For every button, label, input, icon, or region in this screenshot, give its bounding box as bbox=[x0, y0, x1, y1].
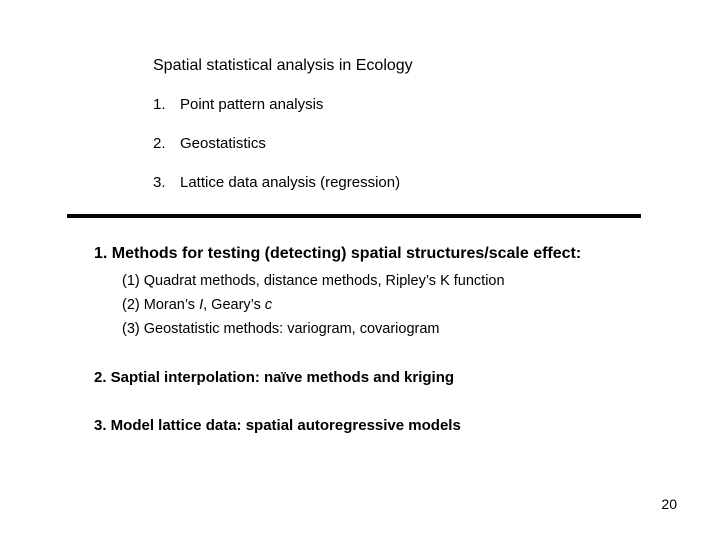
italic-symbol-c: c bbox=[264, 297, 273, 313]
item-text: , Geary’s bbox=[203, 297, 265, 313]
outline-text: Lattice data analysis (regression) bbox=[180, 174, 401, 191]
section-3-heading: 3. Model lattice data: spatial autoregressive models bbox=[94, 417, 461, 434]
section-1-item-1: (1) Quadrat methods, distance methods, Ripley’s K function bbox=[122, 273, 505, 289]
section-divider bbox=[67, 214, 641, 218]
outline-number: 1. bbox=[153, 96, 166, 113]
section-1-item-3: (3) Geostatistic methods: variogram, covariogram bbox=[122, 321, 440, 337]
page-number: 20 bbox=[661, 496, 677, 512]
outline-number: 3. bbox=[153, 174, 166, 191]
outline-item-lattice bbox=[153, 174, 400, 191]
italic-symbol-i: I bbox=[199, 297, 204, 313]
outline-text: Point pattern analysis bbox=[180, 96, 324, 113]
item-text: (2) Moran’s bbox=[122, 297, 200, 313]
slide-title: Spatial statistical analysis in Ecology bbox=[153, 57, 413, 74]
outline-item-point-pattern bbox=[153, 96, 323, 113]
section-1-item-2 bbox=[122, 297, 272, 313]
outline-item-geostatistics bbox=[153, 135, 266, 152]
outline-number: 2. bbox=[153, 135, 166, 152]
section-2-heading: 2. Saptial interpolation: naïve methods and kriging bbox=[94, 369, 455, 386]
section-1-heading: 1. Methods for testing (detecting) spatial structures/scale effect: bbox=[94, 245, 582, 262]
outline-text: Geostatistics bbox=[180, 135, 266, 152]
